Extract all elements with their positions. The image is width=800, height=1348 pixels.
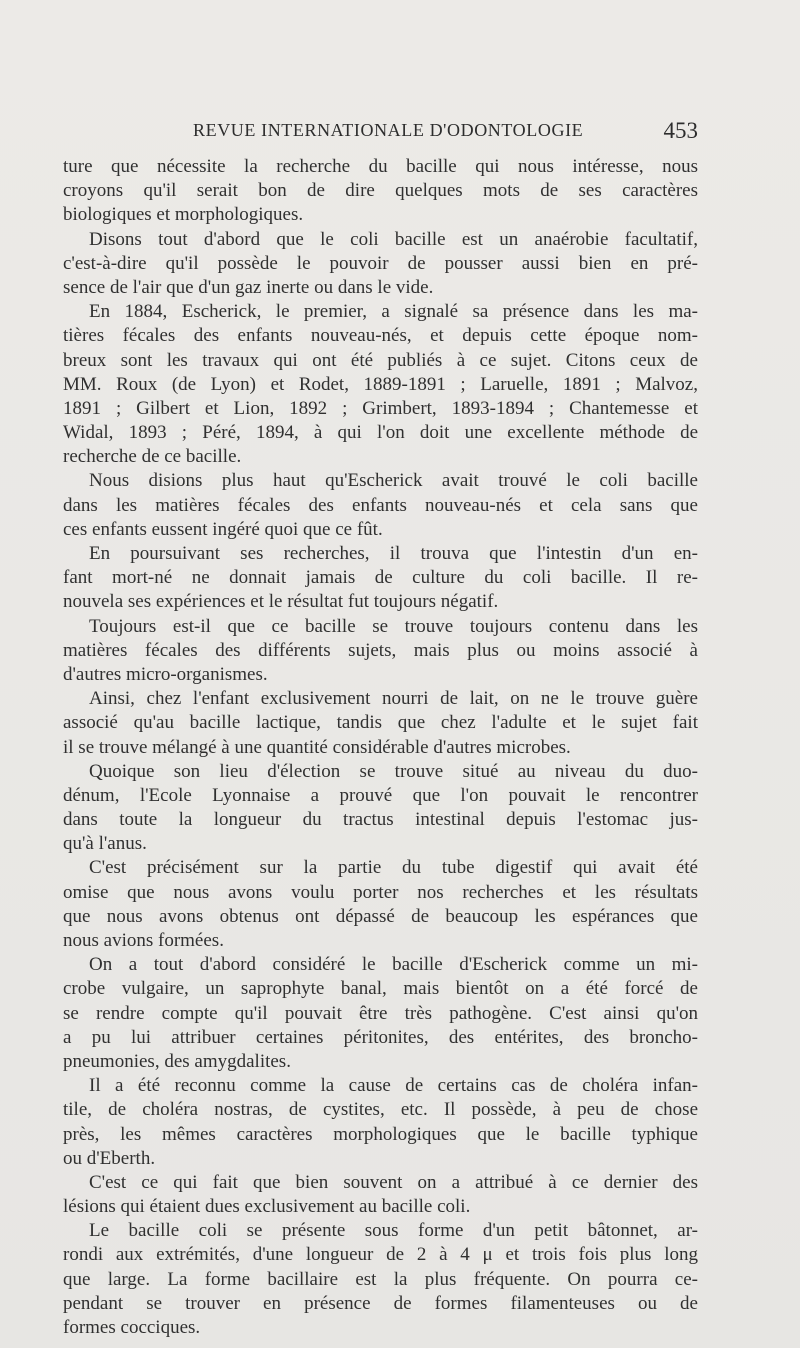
text-line: il se trouve mélangé à une quantité considérable d'autres microbes. — [63, 736, 571, 758]
text-line: dans toute la longueur du tractus intestinal depuis l'estomac jus- — [63, 809, 698, 831]
text-line: MM. Roux (de Lyon) et Rodet, 1889-1891 ; Laruelle, 1891 ; Malvoz, — [63, 373, 698, 395]
text-line: Il a été reconnu comme la cause de certains cas de choléra infan- — [89, 1075, 698, 1097]
text-line: se rendre compte qu'il pouvait être très pathogène. C'est ainsi qu'on — [63, 1002, 698, 1024]
text-line: dénum, l'Ecole Lyonnaise a prouvé que l'on pouvait le rencontrer — [63, 784, 698, 806]
text-line: nous avions formées. — [63, 930, 224, 951]
text-line: Quoique son lieu d'élection se trouve situé au niveau du duo- — [89, 760, 698, 782]
text-line: En 1884, Escherick, le premier, a signalé sa présence dans les ma- — [89, 301, 698, 323]
text-line: matières fécales des différents sujets, mais plus ou moins associé à — [63, 639, 698, 661]
page-number: 453 — [663, 118, 698, 143]
text-line: biologiques et morphologiques. — [63, 204, 304, 226]
text-line: que large. La forme bacillaire est la plus fréquente. On pourra ce- — [63, 1268, 698, 1290]
text-line: C'est ce qui fait que bien souvent on a attribué à ce dernier des — [89, 1171, 698, 1193]
text-line: recherche de ce bacille. — [63, 446, 242, 468]
text-line: Le bacille coli se présente sous forme d'un petit bâtonnet, ar- — [89, 1220, 698, 1242]
text-line: breux sont les travaux qui ont été publiés à ce sujet. Citons ceux de — [63, 349, 698, 371]
text-line: ces enfants eussent ingéré quoi que ce fût. — [63, 518, 383, 540]
text-line: qu'à l'anus. — [63, 833, 147, 855]
text-line: tile, de choléra nostras, de cystites, etc. Il possède, à peu de chose — [63, 1099, 698, 1121]
text-line: Disons tout d'abord que le coli bacille est un anaérobie facultatif, — [89, 228, 698, 250]
text-line: lésions qui étaient dues exclusivement au bacille coli. — [63, 1196, 471, 1218]
text-line: Nous disions plus haut qu'Escherick avait trouvé le coli bacille — [89, 470, 698, 492]
body-text — [63, 155, 698, 1340]
text-line: tières fécales des enfants nouveau-nés, et depuis cette époque nom- — [63, 325, 698, 347]
text-line: a pu lui attribuer certaines péritonites, des entérites, des broncho- — [63, 1026, 698, 1048]
text-line: ture que nécessite la recherche du bacille qui nous intéresse, nous — [63, 156, 698, 177]
text-line: que nous avons obtenus ont dépassé de beaucoup les espérances que — [63, 905, 698, 927]
text-line: ou d'Eberth. — [63, 1147, 156, 1169]
page-header — [193, 118, 698, 146]
text-line: croyons qu'il serait bon de dire quelques mots de ses caractères — [63, 180, 698, 202]
text-line: près, les mêmes caractères morphologiques que le bacille typhique — [63, 1123, 698, 1145]
running-head: REVUE INTERNATIONALE D'ODONTOLOGIE — [193, 120, 584, 140]
text-line: Toujours est-il que ce bacille se trouve toujours contenu dans les — [89, 615, 698, 637]
text-line: associé qu'au bacille lactique, tandis que chez l'adulte et le sujet fait — [63, 712, 698, 734]
text-line: formes cocciques. — [63, 1317, 201, 1338]
text-line: Widal, 1893 ; Péré, 1894, à qui l'on doit une excellente méthode de — [63, 422, 698, 444]
text-line: En poursuivant ses recherches, il trouva que l'intestin d'un en- — [89, 543, 698, 564]
text-line: sence de l'air que d'un gaz inerte ou dans le vide. — [63, 276, 434, 298]
text-line: nouvela ses expériences et le résultat fut toujours négatif. — [63, 591, 499, 613]
text-line: c'est-à-dire qu'il possède le pouvoir de pousser aussi bien en pré- — [63, 252, 698, 274]
text-line: C'est précisément sur la partie du tube digestif qui avait été — [89, 857, 698, 879]
text-line: crobe vulgaire, un saprophyte banal, mais bientôt on a été forcé de — [63, 978, 698, 1000]
text-line: rondi aux extrémités, d'une longueur de 2 à 4 μ et trois fois plus long — [63, 1244, 698, 1266]
text-line: 1891 ; Gilbert et Lion, 1892 ; Grimbert, 1893-1894 ; Chantemesse et — [63, 397, 698, 419]
text-line: fant mort-né ne donnait jamais de culture du coli bacille. Il re- — [63, 567, 698, 589]
text-line: d'autres micro-organismes. — [63, 663, 268, 685]
text-line: dans les matières fécales des enfants nouveau-nés et cela sans que — [63, 494, 698, 516]
text-line: omise que nous avons voulu porter nos recherches et les résultats — [63, 881, 698, 903]
text-line: pneumonies, des amygdalites. — [63, 1050, 291, 1072]
text-line: pendant se trouver en présence de formes filamenteuses ou de — [63, 1292, 698, 1314]
text-line: On a tout d'abord considéré le bacille d'Escherick comme un mi- — [89, 954, 698, 976]
text-line: Ainsi, chez l'enfant exclusivement nourri de lait, on ne le trouve guère — [89, 688, 698, 710]
